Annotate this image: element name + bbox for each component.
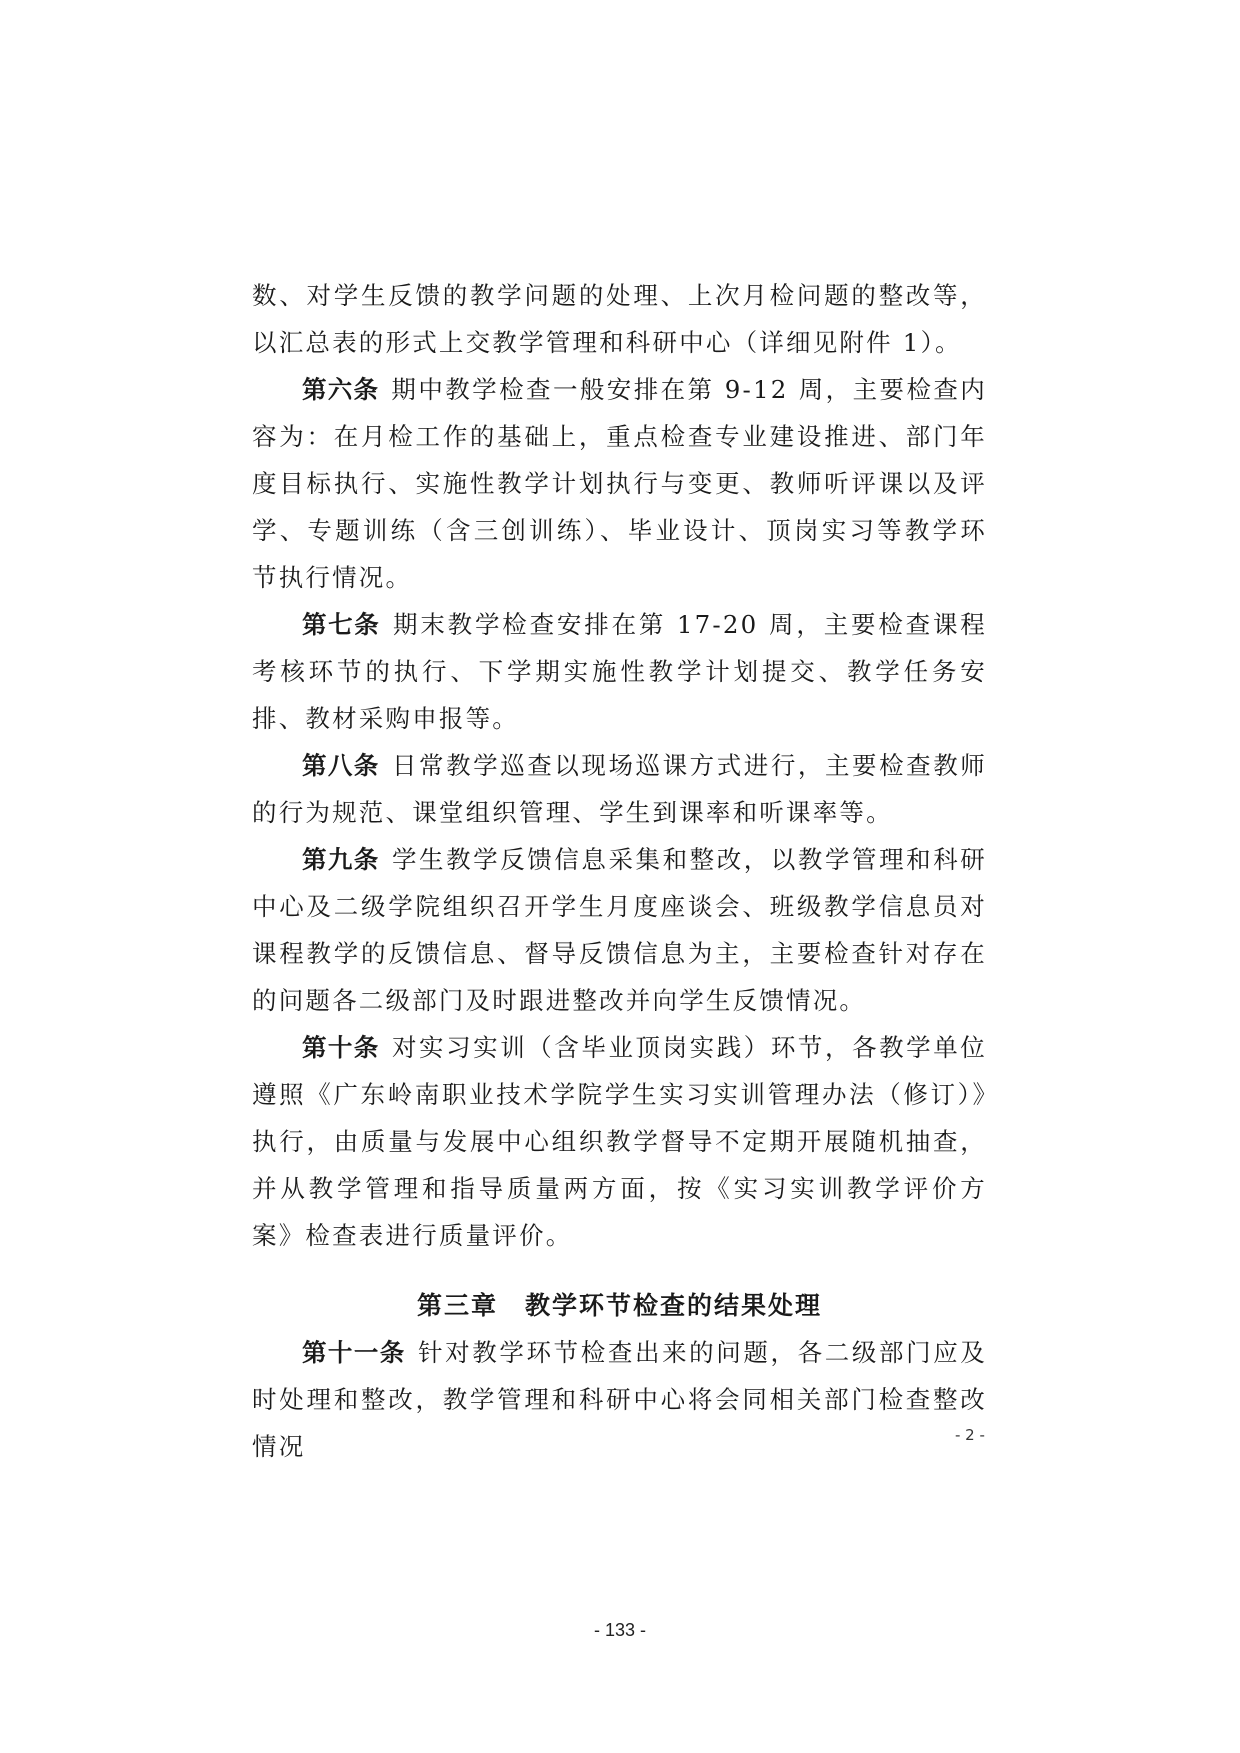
article-11 — [252, 1329, 987, 1470]
article-text: 对实习实训（含毕业顶岗实践）环节，各教学单位遵照《广东岭南职业技术学院学生实习实训管理办法（修订）》执行，由质量与发展中心组织教学督导不定期开展随机抽查，并从教学管理和指导质量两方面，按《实习实训教学评价方案》检查表进行质量评价。 — [252, 1033, 987, 1250]
article-number: 第九条 — [302, 845, 380, 874]
article-8 — [252, 742, 987, 836]
article-7 — [252, 601, 987, 742]
paragraph-continuation — [252, 272, 987, 366]
paragraph-text: 数、对学生反馈的教学问题的处理、上次月检问题的整改等，以汇总表的形式上交教学管理和科研中心（详细见附件 1）。 — [252, 281, 987, 357]
article-text: 期中教学检查一般安排在第 9-12 周，主要检查内容为：在月检工作的基础上，重点检查专业建设推进、部门年度目标执行、实施性教学计划执行与变更、教师听评课以及评学、专题训练（含三创训练）、毕业设计、顶岗实习等教学环节执行情况。 — [252, 375, 987, 592]
article-number: 第十条 — [302, 1033, 380, 1062]
inner-page-number: - 2 - — [955, 1426, 985, 1444]
document-body — [252, 272, 987, 1470]
article-number: 第六条 — [302, 375, 380, 404]
article-10 — [252, 1024, 987, 1259]
article-text: 期末教学检查安排在第 17-20 周，主要检查课程考核环节的执行、下学期实施性教学计划提交、教学任务安排、教材采购申报等。 — [252, 610, 988, 733]
article-text: 日常教学巡查以现场巡课方式进行，主要检查教师的行为规范、课堂组织管理、学生到课率和听课率等。 — [252, 751, 987, 827]
article-text: 针对教学环节检查出来的问题，各二级部门应及时处理和整改，教学管理和科研中心将会同相关部门检查整改情况 — [252, 1338, 988, 1461]
article-text: 学生教学反馈信息采集和整改，以教学管理和科研中心及二级学院组织召开学生月度座谈会、班级教学信息员对课程教学的反馈信息、督导反馈信息为主，主要检查针对存在的问题各二级部门及时跟进整改并向学生反馈情况。 — [252, 845, 987, 1015]
article-number: 第十一条 — [302, 1338, 406, 1367]
article-number: 第七条 — [302, 610, 381, 639]
article-9 — [252, 836, 987, 1024]
article-number: 第八条 — [302, 751, 380, 780]
chapter-title: 第三章 教学环节检查的结果处理 — [416, 1291, 822, 1320]
article-6 — [252, 366, 987, 601]
page-number: - 133 - — [593, 1620, 647, 1640]
